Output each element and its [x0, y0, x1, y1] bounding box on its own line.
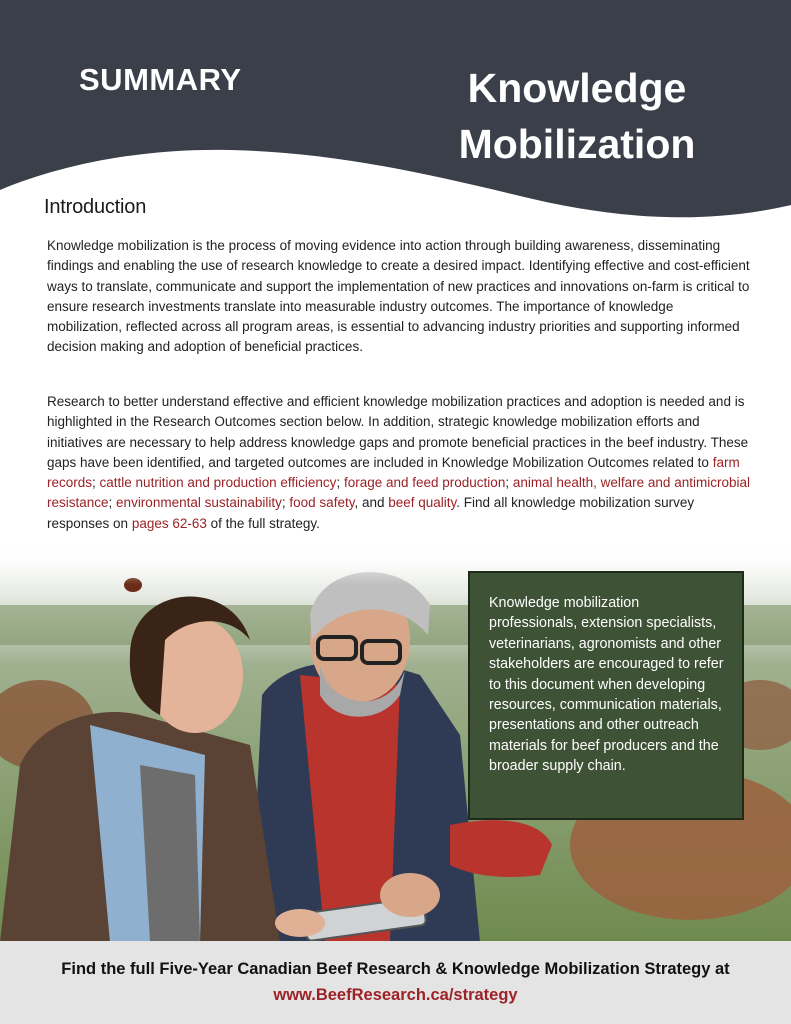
- paragraph-text: Research to better understand effective and efficient knowledge mobilization practices and adoption is needed and is highlighted in the Research Outcomes section below. In addition, strategic knowledge mobilization efforts and initiatives are necessary to help address knowledge gaps and promote beneficial practices in the beef industry. These gaps have been identified, and targeted outcomes are included in Knowledge Mobilization Outcomes related to: [47, 394, 749, 470]
- link-cattle-nutrition[interactable]: cattle nutrition and production efficiency: [99, 475, 337, 491]
- title-line-1: Knowledge: [467, 65, 687, 111]
- separator: ;: [505, 475, 513, 491]
- intro-paragraph-2: [47, 392, 752, 534]
- summary-label: SUMMARY: [79, 62, 242, 97]
- callout-box: Knowledge mobilization professionals, extension specialists, veterinarians, agronomists and other stakeholders are encouraged to refer to this document when developing resources, communication materials, presentations and other outreach materials for beef producers and the broader supply chain.: [468, 571, 744, 820]
- separator: ;: [336, 475, 344, 491]
- footer-text: Find the full Five-Year Canadian Beef Research & Knowledge Mobilization Strategy at: [61, 960, 730, 978]
- link-forage-feed[interactable]: forage and feed production: [343, 475, 506, 491]
- footer: [0, 941, 791, 1024]
- intro-paragraph-1: Knowledge mobilization is the process of moving evidence into action through building awareness, disseminating findings and enabling the use of research knowledge to create a desired impact. Identifying effective and cost-efficient ways to translate, communicate and support the implementation of new practices and innovations on-farm is critical to ensure research investments translate into measurable industry outcomes. The importance of knowledge mobilization, reflected across all program areas, is essential to advancing industry priorities and supporting informed decision making and adoption of beneficial practices.: [47, 238, 750, 355]
- link-beef-quality[interactable]: beef quality: [388, 495, 457, 511]
- separator: ;: [108, 495, 117, 511]
- separator: ;: [92, 475, 100, 491]
- page-title: [432, 60, 722, 172]
- paragraph-text: of the full strategy.: [206, 515, 320, 531]
- paragraph-text: . Find all knowledge mobilization survey responses on: [47, 495, 695, 531]
- link-food-safety[interactable]: food safety: [289, 495, 355, 511]
- section-heading-introduction: Introduction: [44, 196, 147, 218]
- footer-url-link[interactable]: www.BeefResearch.ca/strategy: [273, 986, 518, 1004]
- separator: ;: [281, 495, 290, 511]
- link-pages[interactable]: pages 62-63: [131, 515, 207, 531]
- link-animal-health[interactable]: animal health, welfare and antimicrobial resistance: [47, 475, 750, 511]
- link-environmental-sustainability[interactable]: environmental sustainability: [116, 495, 282, 511]
- separator: , and: [354, 495, 389, 511]
- link-farm-records[interactable]: farm records: [47, 454, 740, 491]
- title-line-2: Mobilization: [458, 121, 696, 167]
